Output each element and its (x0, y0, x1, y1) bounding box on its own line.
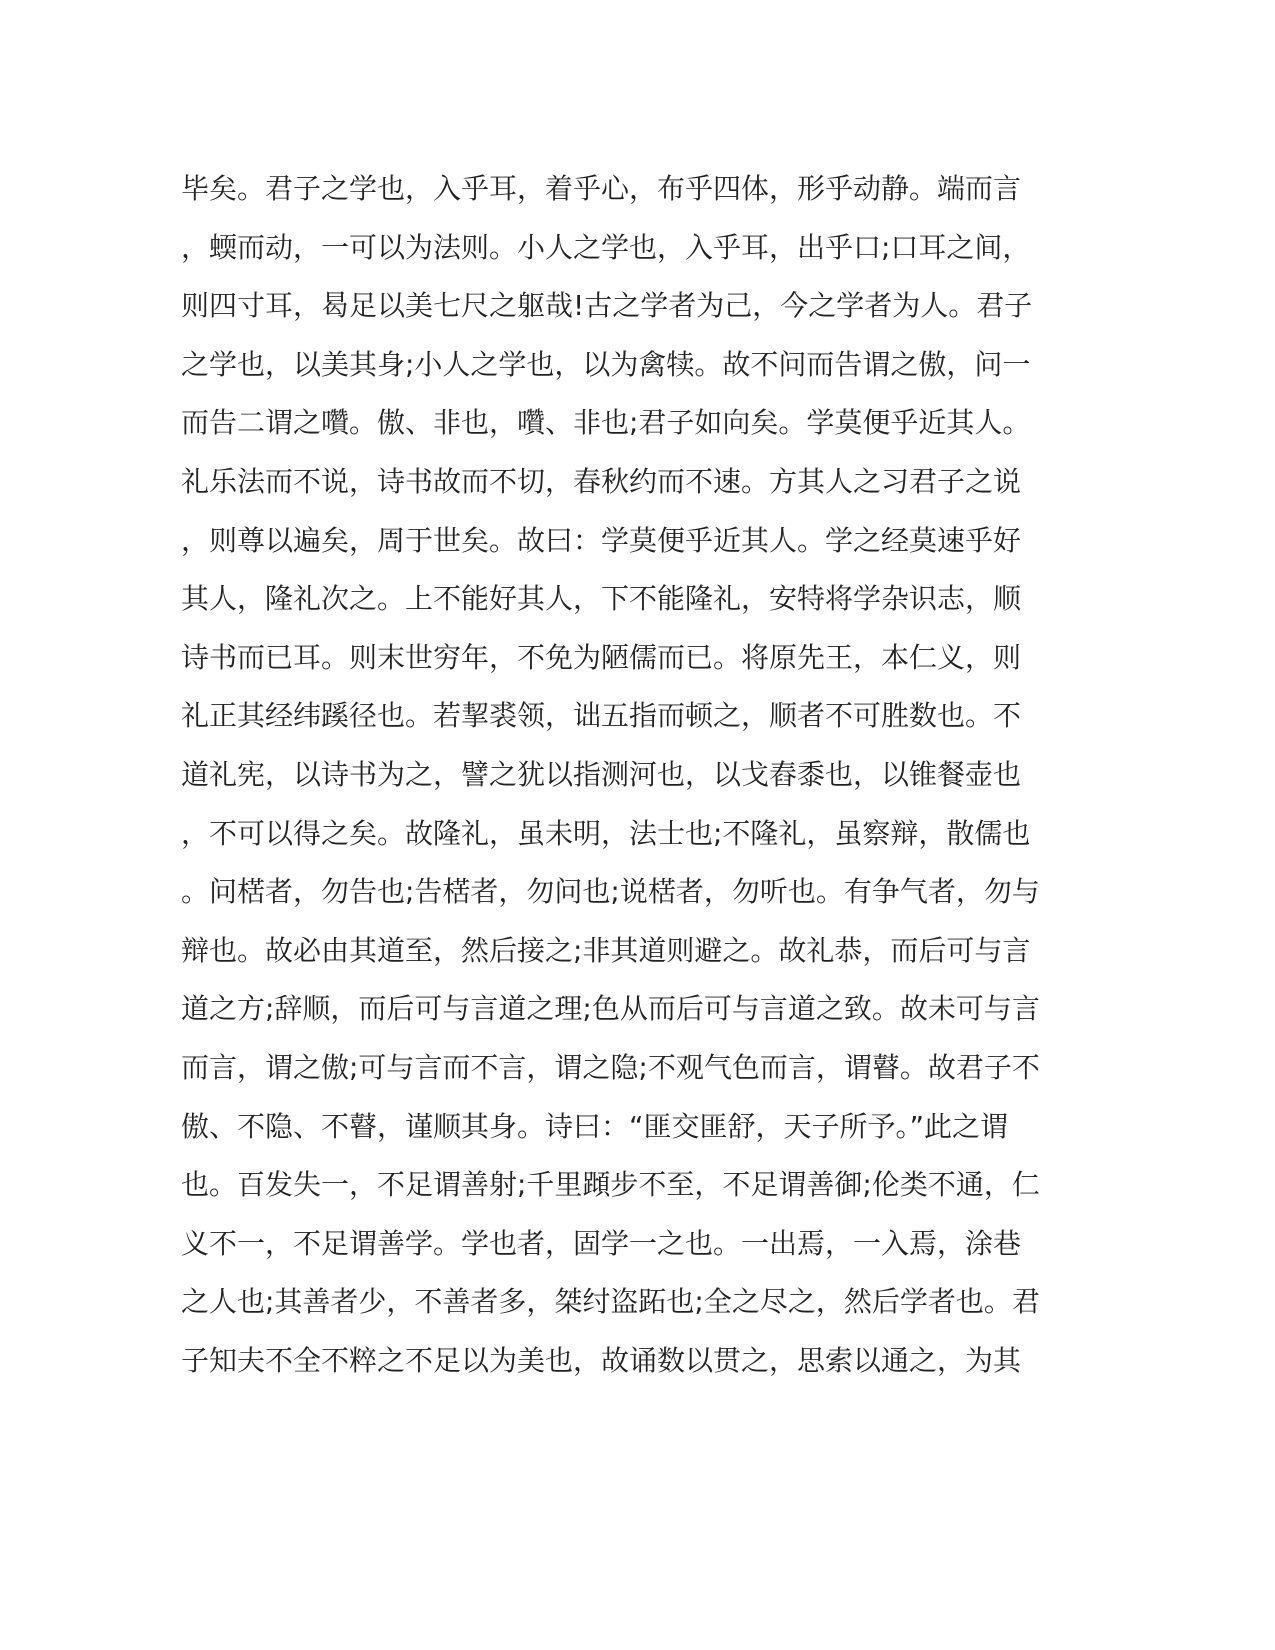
text-line-10: 礼正其经纬蹊径也。若挈裘领，诎五指而顿之，顺者不可胜数也。不 (181, 699, 1022, 733)
text-line-9: 诗书而已耳。则末世穷年，不免为陋儒而已。将原先王，本仁义，则 (181, 640, 1022, 674)
text-line-11: 道礼宪，以诗书为之，譬之犹以指测河也，以戈舂黍也，以锥餐壶也 (181, 757, 1022, 791)
text-line-13: 。问楛者，勿告也;告楛者，勿问也;说楛者，勿听也。有争气者，勿与 (181, 875, 1040, 909)
text-line-14: 辩也。故必由其道至，然后接之;非其道则避之。故礼恭，而后可与言 (181, 933, 1031, 967)
text-line-18: 也。百发失一，不足谓善射;千里蹞步不至，不足谓善御;伦类不通，仁 (181, 1168, 1040, 1202)
text-line-7: ，则尊以遍矣，周于世矣。故曰：学莫便乎近其人。学之经莫速乎好 (181, 523, 1022, 557)
text-line-19: 义不一，不足谓善学。学也者，固学一之也。一出焉，一入焉，涂巷 (181, 1226, 1022, 1260)
text-line-2: ，蝡而动，一可以为法则。小人之学也，入乎耳，出乎口;口耳之间， (181, 230, 1031, 264)
text-line-12: ，不可以得之矣。故隆礼，虽未明，法士也;不隆礼，虽察辩，散儒也 (181, 816, 1031, 850)
text-line-16: 而言，谓之傲;可与言而不言，谓之隐;不观气色而言，谓瞽。故君子不 (181, 1050, 1040, 1084)
text-line-17: 傲、不隐、不瞽，谨顺其身。诗曰：“匪交匪舒，天子所予。”此之谓 (181, 1109, 1009, 1143)
text-line-8: 其人，隆礼次之。上不能好其人，下不能隆礼，安特将学杂识志，顺 (181, 582, 1022, 616)
text-line-4: 之学也，以美其身;小人之学也，以为禽犊。故不问而告谓之傲，问一 (181, 347, 1031, 381)
text-line-3: 则四寸耳，曷足以美七尺之躯哉!古之学者为己，今之学者为人。君子 (181, 289, 1033, 323)
text-line-20: 之人也;其善者少，不善者多，桀纣盗跖也;全之尽之，然后学者也。君 (181, 1285, 1040, 1319)
text-line-1: 毕矣。君子之学也，入乎耳，着乎心，布乎四体，形乎动静。端而言 (181, 172, 1022, 205)
text-line-15: 道之方;辞顺，而后可与言道之理;色从而后可与言道之致。故未可与言 (181, 992, 1040, 1026)
text-line-21: 子知夫不全不粹之不足以为美也，故诵数以贯之，思索以通之，为其 (181, 1343, 1022, 1377)
text-line-5: 而告二谓之囋。傲、非也，囋、非也;君子如向矣。学莫便乎近其人。 (181, 406, 1031, 440)
text-line-6: 礼乐法而不说，诗书故而不切，春秋约而不速。方其人之习君子之说 (181, 464, 1022, 498)
body-text (181, 160, 1041, 1390)
